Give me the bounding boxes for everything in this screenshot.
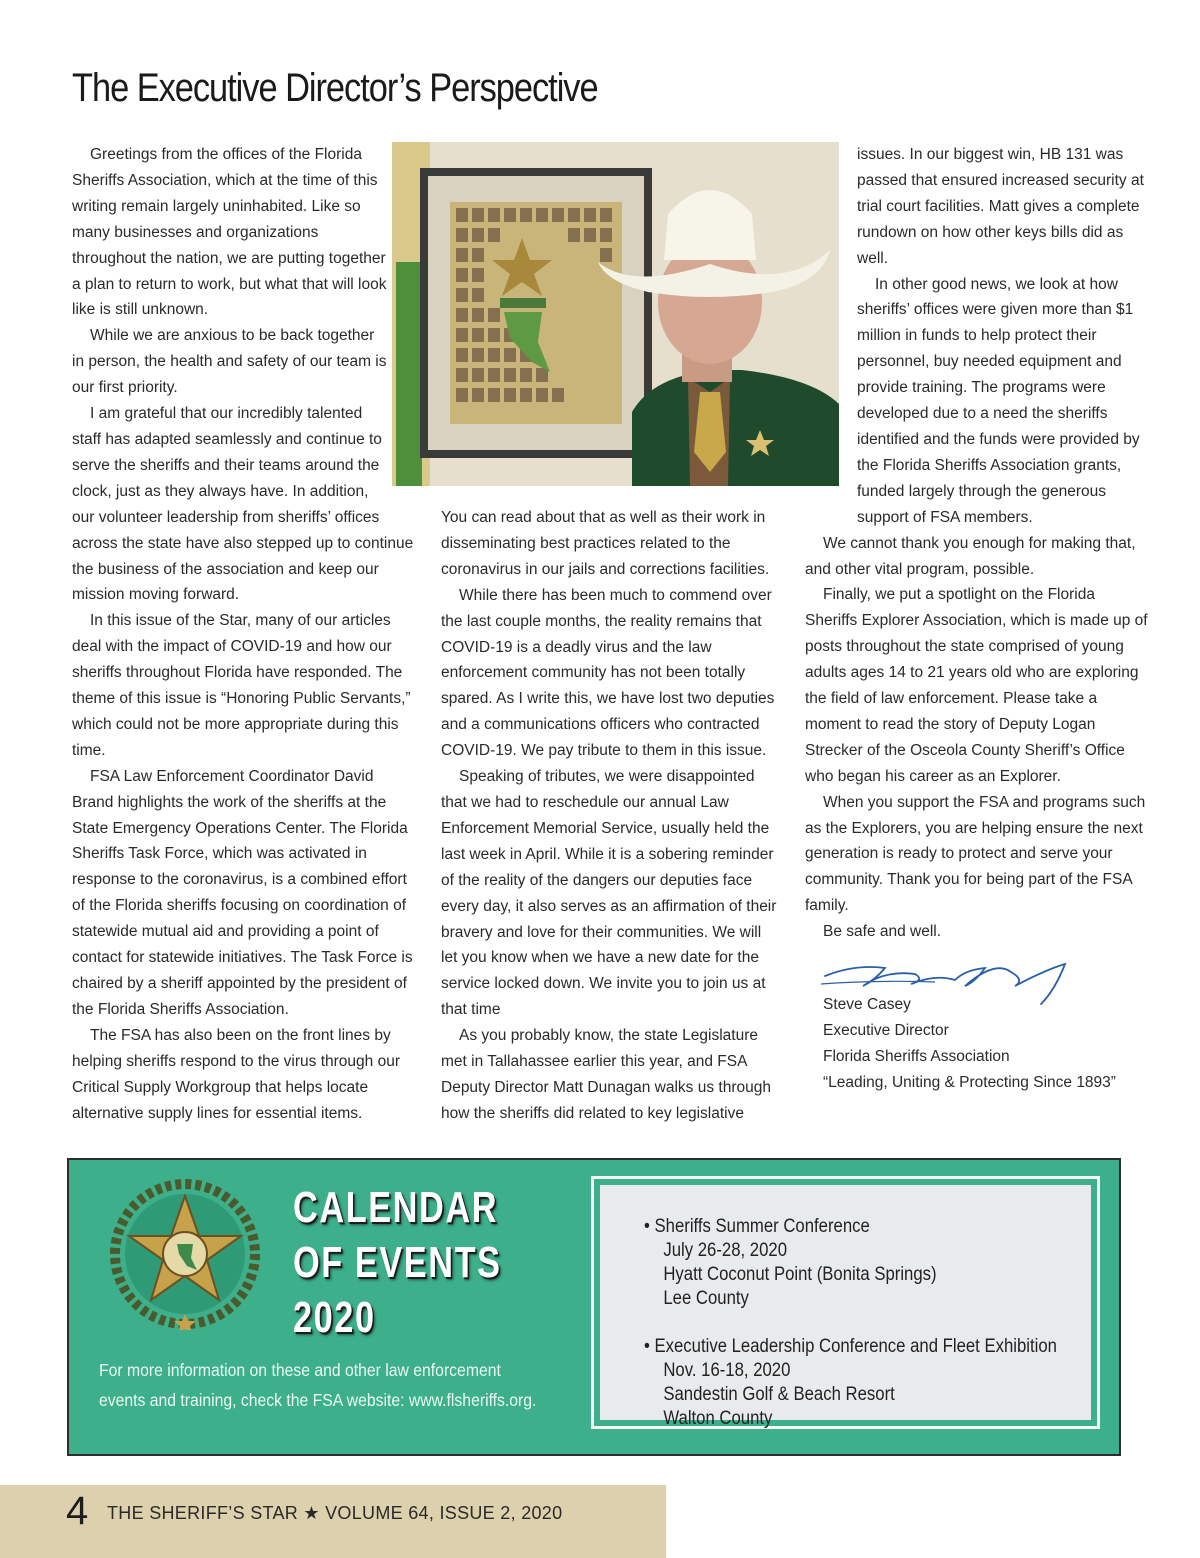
paragraph: issues. In our biggest win, HB 131 was passed that ensured increased security at trial court facilities. Matt gives a complete rundown on how other keys bills did as well. [857, 146, 1144, 267]
paragraph: While we are anxious to be back together in person, the health and safety of our team is our first priority. [72, 327, 387, 397]
calendar-title-line: OF EVENTS [293, 1238, 502, 1287]
signature-block [823, 992, 1116, 1096]
paragraph: Finally, we put a spotlight on the Florida Sheriffs Explorer Association, which is made up of posts throughout the state comprised of young adults ages 14 to 21 years old who are exploring the field of law enforcement. Please take a moment to read the story of Deputy Logan Strecker of the Osceola County Sheriff’s Office who began his career as an Explorer. [805, 586, 1148, 785]
event-item [644, 1335, 1057, 1431]
paragraph: When you support the FSA and programs such as the Explorers, you are helping ensure the next generation is ready to protect and serve your community. Thank you for being part of the FSA family. [805, 793, 1146, 915]
paragraph: FSA Law Enforcement Coordinator David Brand highlights the work of the sheriffs at the State Emergency Operations Center. The Florida Sheriffs Task Force, which was activated in response to the coronavirus, is a combined effort of the Florida sheriffs focusing on coordination of statewide mutual aid and providing a point of contact for statewide initiatives. The Task Force is chaired by a sheriff appointed by the president of the Florida Sheriffs Association. [72, 767, 413, 1018]
event-dates: Nov. 16-18, 2020 [663, 1360, 791, 1381]
director-photo [392, 142, 839, 486]
organization-motto: “Leading, Uniting & Protecting Since 1893” [823, 1074, 1116, 1091]
page-title: The Executive Director’s Perspective [72, 66, 598, 110]
calendar-title-line: CALENDAR [293, 1183, 499, 1232]
article-column-3 [805, 142, 1150, 945]
article-column-2 [441, 505, 781, 1127]
paragraph: You can read about that as well as their work in disseminating best practices related to the coronavirus in our jails and corrections facilities. [441, 509, 770, 578]
paragraph: Greetings from the offices of the Florida Sheriffs Association, which at the time of this writing remain largely uninhabited. Like so many businesses and organizations throughout the nation, we are putting together a plan to return to work, but what that will look like is still unknown. [72, 146, 387, 319]
publication-info: THE SHERIFF’S STAR ★ VOLUME 64, ISSUE 2, 2020 [107, 1503, 563, 1523]
signer-role: Executive Director [823, 1022, 949, 1039]
signer-name: Steve Casey [823, 996, 911, 1013]
page-number: 4 [66, 1489, 89, 1533]
signer-organization: Florida Sheriffs Association [823, 1048, 1010, 1065]
article-column-1 [72, 142, 417, 1126]
paragraph: Speaking of tributes, we were disappointed that we had to reschedule our annual Law Enforcement Memorial Service, usually held the last week in April. While it is a sobering reminder of the reality of the dangers our deputies face every day, it also serves as an affirmation of their bravery and love for their communities. We will let you know when we have a new date for the service locked down. We invite you to join us at that time [441, 768, 777, 1019]
paragraph: We cannot thank you enough for making that, and other vital program, possible. [805, 534, 1136, 578]
paragraph: Be safe and well. [823, 923, 942, 941]
paragraph: The FSA has also been on the front lines by helping sheriffs respond to the virus through our Critical Supply Workgroup that helps locate alternative supply lines for essential items. [72, 1026, 400, 1122]
event-venue: Sandestin Golf & Beach Resort [663, 1384, 895, 1405]
event-name: • Sheriffs Summer Conference [644, 1216, 870, 1237]
paragraph: In other good news, we look at how sheriffs’ offices were given more than $1 million in funds to help protect their personnel, buy needed equipment and provide training. The programs were developed due to a need the sheriffs identified and the funds were provided by the Florida Sheriffs Association grants, funded largely through the generous support of FSA members. [857, 275, 1140, 526]
event-county: Walton County [663, 1408, 773, 1429]
paragraph: In this issue of the Star, many of our articles deal with the impact of COVID-19 and how our sheriffs throughout Florida have responded. The theme of this issue is “Honoring Public Servants,” which could not be more appropriate during this time. [72, 612, 411, 759]
event-item [644, 1215, 937, 1311]
calendar-title-line: 2020 [293, 1293, 376, 1342]
calendar-title [293, 1180, 502, 1345]
event-name: • Executive Leadership Conference and Fleet Exhibition [644, 1336, 1057, 1357]
page-footer [0, 1485, 666, 1558]
event-county: Lee County [663, 1288, 749, 1309]
event-dates: July 26-28, 2020 [663, 1240, 787, 1261]
calendar-info-text: For more information on these and other law enforcement events and training, check the FSA website: www.flsheriffs.org. [99, 1360, 537, 1410]
sheriff-star-badge-icon [107, 1178, 263, 1330]
director-photo-illustration [392, 142, 839, 486]
event-venue: Hyatt Coconut Point (Bonita Springs) [663, 1264, 937, 1285]
calendar-of-events-panel [67, 1158, 1121, 1456]
events-list-box [591, 1176, 1100, 1429]
paragraph: While there has been much to commend over the last couple months, the reality remains that COVID-19 is a deadly virus and the law enforcement community has not been totally spared. As I write this, we have lost two deputies and a communications officers who contracted COVID-19. We pay tribute to them in this issue. [441, 586, 775, 760]
paragraph: I am grateful that our incredibly talented staff has adapted seamlessly and continue to serve the sheriffs and their teams around the clock, just as they always have. In addition, our volunteer leadership from sheriffs’ offices across the state have also stepped up to continue the business of the association and keep our mission moving forward. [72, 405, 414, 604]
paragraph: As you probably know, the state Legislature met in Tallahassee earlier this year, and FSA Deputy Director Matt Dunagan walks us through how the sheriffs did related to key legislative [441, 1027, 771, 1122]
events-list-inner [600, 1185, 1091, 1429]
